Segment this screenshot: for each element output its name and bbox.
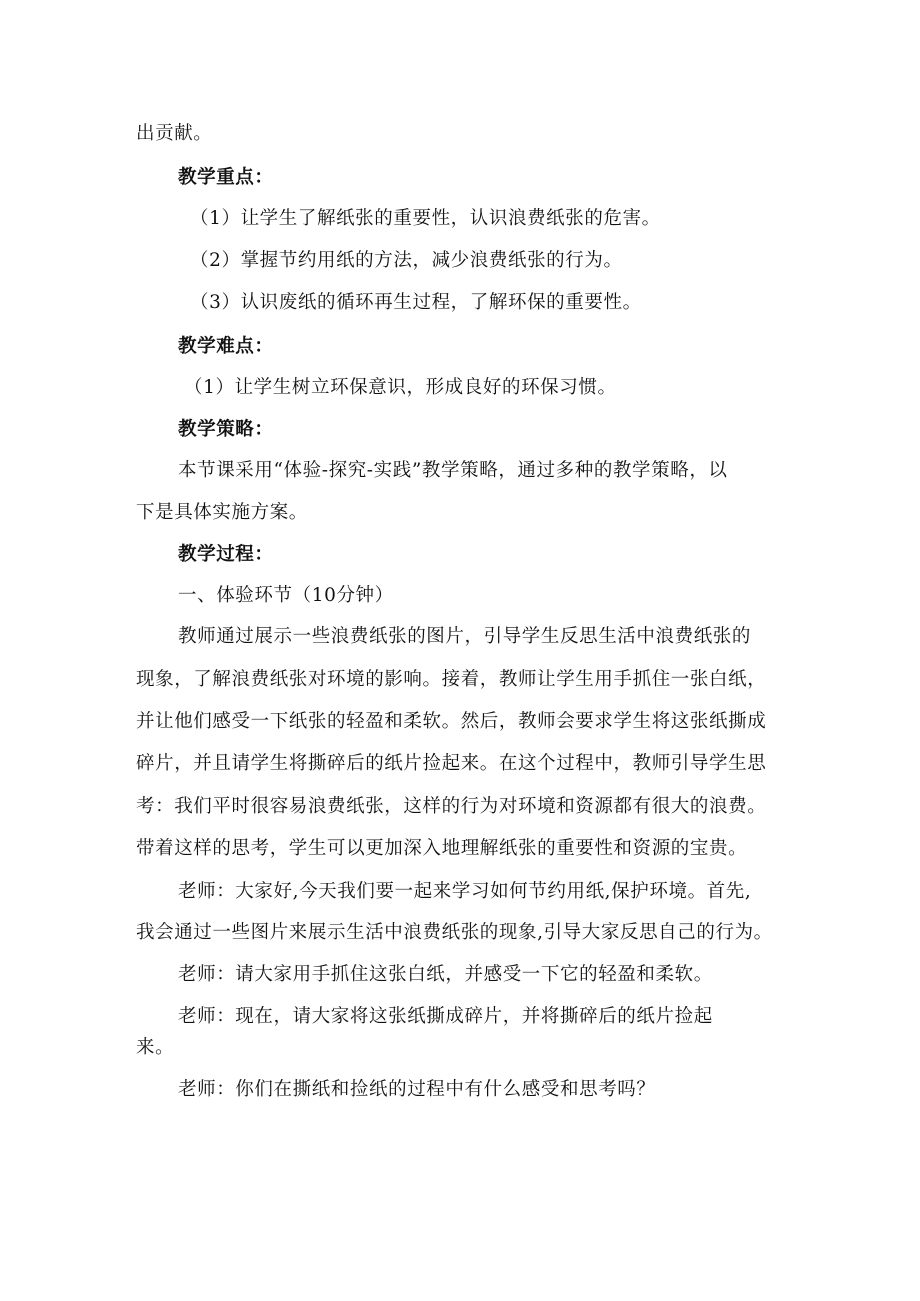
paragraph-line: 并让他们感受一下纸张的轻盈和柔软。然后，教师会要求学生将这张纸撕成 (136, 711, 767, 732)
paragraph-line: 现象，了解浪费纸张对环境的影响。接着，教师让学生用手抓住一张白纸， (136, 669, 767, 690)
dialogue-line: 老师：请大家用手抓住这张白纸，并感受一下它的轻盈和柔软。 (178, 964, 713, 985)
paragraph-line: 下是具体实施方案。 (136, 502, 308, 523)
list-item: （1）让学生了解纸张的重要性，认识浪费纸张的危害。 (190, 208, 661, 229)
list-item: （1）让学生树立环保意识，形成良好的环保习惯。 (184, 377, 617, 398)
dialogue-line: 老师：现在，请大家将这张纸撕成碎片，并将撕碎后的纸片捡起 (178, 1006, 713, 1027)
paragraph-line: 碎片，并且请学生将撕碎后的纸片捡起来。在这个过程中，教师引导学生思 (136, 753, 767, 774)
section-heading-process: 教学过程： (178, 544, 274, 565)
paragraph-line: 教师通过展示一些浪费纸张的图片，引导学生反思生活中浪费纸张的 (178, 626, 752, 647)
subsection-heading: 一、体验环节（10分钟） (178, 585, 394, 606)
dialogue-line: 来。 (136, 1037, 175, 1058)
section-heading-difficulties: 教学难点： (178, 336, 274, 357)
list-item: （2）掌握节约用纸的方法，减少浪费纸张的行为。 (190, 250, 623, 271)
section-heading-key-points: 教学重点： (178, 167, 274, 188)
paragraph-line: 带着这样的思考，学生可以更加深入地理解纸张的重要性和资源的宝贵。 (136, 838, 748, 859)
dialogue-line: 老师：大家好,今天我们要一起来学习如何节约用纸,保护环境。首先, (178, 881, 752, 902)
paragraph-line: 本节课采用“体验-探究-实践”教学策略，通过多种的教学策略，以 (178, 460, 728, 481)
section-heading-strategy: 教学策略： (178, 419, 274, 440)
paragraph-line: 考：我们平时很容易浪费纸张，这样的行为对环境和资源都有很大的浪费。 (136, 796, 767, 817)
text-line: 出贡献。 (136, 123, 213, 144)
list-item: （3）认识废纸的循环再生过程，了解环保的重要性。 (190, 292, 642, 313)
dialogue-line: 我会通过一些图片来展示生活中浪费纸张的现象,引导大家反思自己的行为。 (136, 922, 773, 943)
dialogue-line: 老师：你们在撕纸和捡纸的过程中有什么感受和思考吗？ (178, 1079, 656, 1100)
